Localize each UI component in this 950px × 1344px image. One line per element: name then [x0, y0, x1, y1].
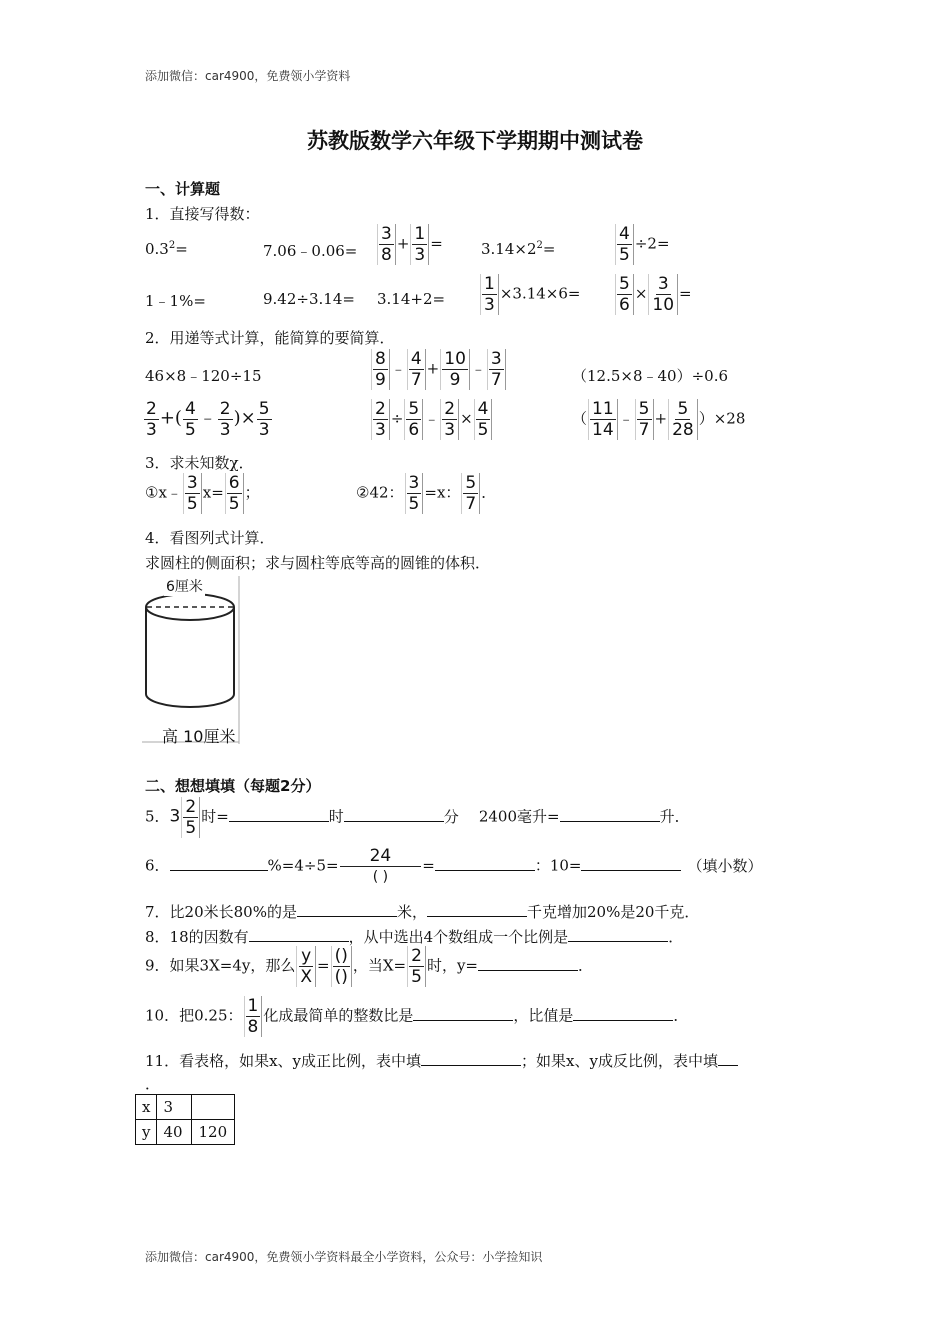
diameter-label: 6厘米 [164, 576, 205, 596]
q1-r2-e: $\frac{5}{6}$ × $\frac{3}{10}$ = [614, 274, 692, 315]
q1-r1-c: $\frac{3}{8}$ + $\frac{1}{3}$ = [376, 224, 443, 265]
q2-label: 2．用递等式计算，能简算的要简算． [145, 329, 395, 347]
q5: 5．3 $\frac{2}{5}$ 时= 时 分 2400毫升= 升． [145, 797, 690, 838]
q1-r2-d: $\frac{1}{3}$ ×3.14×6= [479, 274, 580, 315]
table-cell: 40 [157, 1120, 192, 1145]
q2-r2-a: $\frac{2}{3}$ +( $\frac{4}{5}$ ﹣ $\frac{2}{3}$ )× $\frac{5}{3}$ [146, 399, 270, 440]
q8: 8．18的因数有 ，从中选出4个数组成一个比例是 ． [145, 928, 684, 946]
page-title: 苏教版数学六年级下学期期中测试卷 [307, 128, 643, 153]
table-row [136, 1095, 235, 1120]
table-cell: 3 [157, 1095, 192, 1120]
cylinder-svg [142, 576, 242, 744]
q2-r2-b: $\frac{2}{3}$ ÷ $\frac{5}{6}$ ﹣ $\frac{2}{3}$ × $\frac{4}{5}$ [370, 399, 493, 440]
q1-label: 1．直接写得数： [145, 205, 260, 223]
q1-r2-c: 3.14+2= [377, 290, 446, 308]
q11-end: ． [145, 1075, 161, 1093]
q3-label: 3．求未知数χ． [145, 454, 254, 472]
q3-a: ①x﹣ $\frac{3}{5}$ x= $\frac{6}{5}$ ； [145, 473, 260, 514]
q4-label: 4．看图列式计算． [145, 529, 275, 547]
section2-heading: 二、想想填填（每题2分） [145, 777, 321, 795]
table-cell: 120 [192, 1120, 235, 1145]
q7: 7．比20米长80%的是 米， 千克增加20%是20千克． [145, 903, 700, 921]
q1-r2-b: 9.42÷3.14= [263, 290, 355, 308]
section1-heading: 一、计算题 [145, 180, 221, 198]
q10: 10．把0.25： $\frac{1}{8}$ 化成最简单的整数比是 ，比值是 ． [145, 996, 689, 1037]
q1-r1-e: $\frac{4}{5}$ ÷2= [614, 224, 670, 265]
q1-r1-b: 7.06﹣0.06= [263, 242, 358, 260]
q1-r1-d: $3.14\times 2^2=$ [481, 240, 556, 258]
cylinder-figure [142, 576, 242, 744]
q1-r1-a: $0.3^2=$ [145, 240, 188, 258]
table-row [136, 1120, 235, 1145]
table-cell: y [136, 1120, 157, 1145]
q3-b: ②42： $\frac{3}{5}$ =x： $\frac{5}{7}$ ． [356, 473, 497, 514]
q9: 9．如果3X=4y，那么 $\frac{y}{X}$ = $\frac{()}{()}$ ，当X= $\frac{2}{5}$ 时，y= ． [145, 946, 593, 987]
table-cell: x [136, 1095, 157, 1120]
q2-r2-c: （ $\frac{11}{14}$ ﹣ $\frac{5}{7}$ + $\frac{5}{28}$ ）×28 [572, 399, 746, 440]
footer-note: 添加微信：car4900，免费领小学资料最全小学资料，公众号：小学捡知识 [145, 1250, 543, 1264]
q2-r1-a: 46×8﹣120÷15 [145, 367, 262, 385]
header-note: 添加微信：car4900，免费领小学资料 [145, 69, 351, 83]
xy-table [135, 1094, 235, 1145]
q11: 11．看表格，如果x、y成正比例，表中填 ；如果x、y成反比例，表中填 [145, 1050, 738, 1071]
q1-r2-a: 1﹣1%= [145, 292, 206, 310]
q2-r1-b: $\frac{8}{9}$ ﹣ $\frac{4}{7}$ + $\frac{10}{9}$ ﹣ $\frac{3}{7}$ [370, 349, 507, 390]
q6: 6． %=4÷5= $\frac{24}{( )}$ = ：10= （填小数） [145, 846, 763, 885]
q2-r1-c: （12.5×8﹣40）÷0.6 [572, 367, 729, 385]
table-cell [192, 1095, 235, 1120]
q4-desc: 求圆柱的侧面积；求与圆柱等底等高的圆锥的体积． [145, 554, 491, 572]
height-label: 高 10厘米 [162, 727, 236, 746]
